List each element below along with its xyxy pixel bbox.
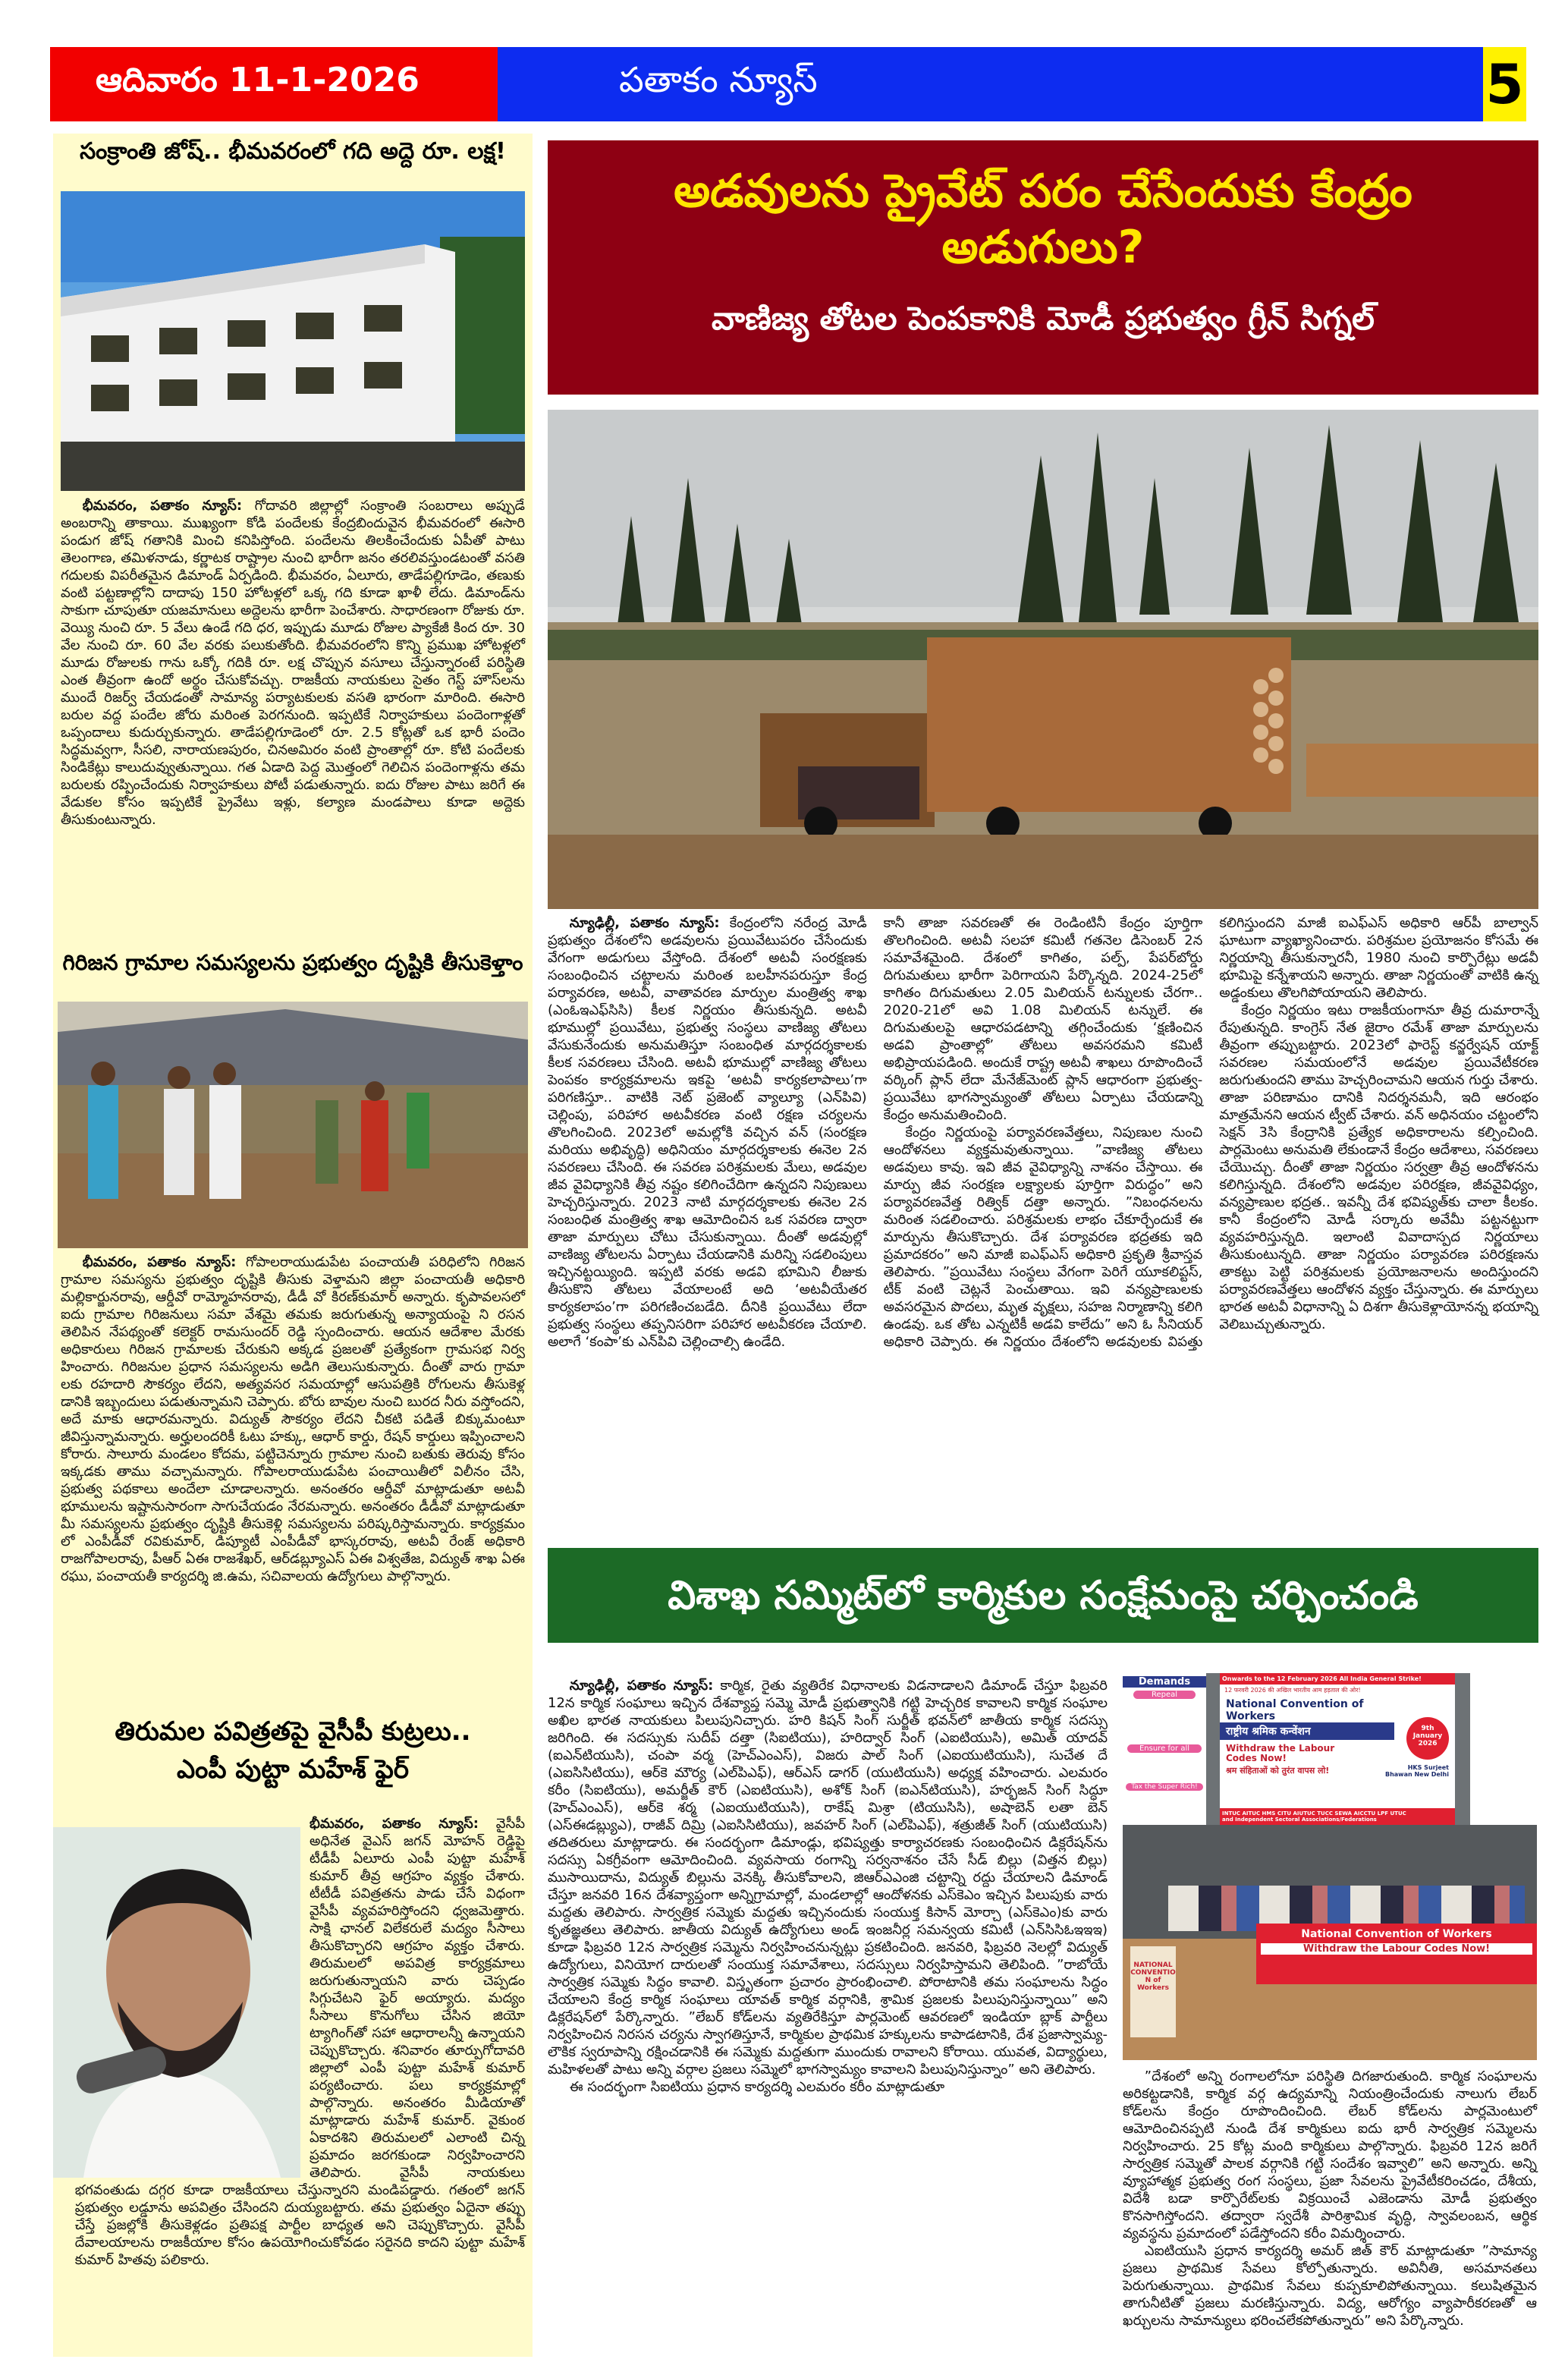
sankranti-headline: సంక్రాంతి జోష్.. భీమవరంలో గది అద్దె రూ. లక్ష! [80, 138, 506, 165]
tirumala-headline-line2: ఎంపీ పుట్టా మహేశ్ ఫైర్ [177, 1754, 409, 1785]
article-body: గోపాలరాయుడుపేట పంచాయతీ పరిధిలోని గిరిజన గ్రామాల సమస్యను ప్రభుత్వం దృష్టికి తీసుకు వెళ్తామని జిల్లా పంచాయతీ అధికారి మల్లికార్జునరావు, ఆర్డీవో రామ్మోహనరావు, డీడీ వో కిరణ్‌కుమార్ అన్నారు. కృపావలసలో ఐదు గ్రామాల గిరిజనులు సమా వేశమై తమకు జరుగుతున్న అన్యాయంపై ని రసన తెలిపిన నేపథ్యంతో కలెక్టర్ రామసుందర్ రెడ్డి స్పందించారు. ఆయన ఆదేశాల మేరకు అధికారులు గిరిజన గ్రామాలకు చేరుకుని అక్కడ ప్రజలతో ప్రత్యేకంగా గ్రామసభ నిర్వ హించారు. గిరిజనుల ప్రధాన సమస్యలను అడిగి తెలుసుకున్నారు. దీంతో వారు గ్రామా లకు రహదారి సౌకర్యం లేదని, అత్యవసర సమయాల్లో ఆసుపత్రికి రోగులను తీసుకెళ్ల డానికి ఇబ్బందులు పడుతున్నామని చెప్పారు. బోరు బావుల నుంచి బురద నీరు వస్తోందని, అదే మాకు ఆధారమన్నారు. విద్యుత్ సౌకర్యం లేదని చీకటి పడితే బిక్కుమంటూ జీవిస్తున్నామన్నారు. అర్హులందరికీ ఓటు హక్కు, ఆధార్ కార్డు, రేషన్ కార్డులు ఇప్పించాలని కోరారు. సాలూరు మండలం కోదమ, పట్టిచెన్నూరు గ్రామాల నుంచి బతుకు తెరువు కోసం ఇక్కడకు తాము వచ్చామన్నారు. గోపాలరాయుడుపేట పంచాయితీలో విలీనం చేసి, ప్రభుత్వ పథకాలు అందేలా చూడాలన్నారు. అనంతరం ఆర్డీవో మాట్లాడుతూ అటవీ భూములను ఇష్టానుసారంగా సాగుచేయడం నేరమన్నారు. అనంతరం డీడీవో మాట్లాడుతూ మీ సమస్యలను ప్రభుత్వం దృష్టికి తీసుకెళ్లి సమస్యలను పరిష్కరిస్తామన్నారు. కార్యక్రమం లో ఎంపీడీవో రవికుమార్, డిప్యూటీ ఎంపీడీవో భాస్కరరావు, అటవీ రేంజ్ అధికారి రాజగోపాలరావు, పీఆర్ ఏఈ రాజశేఖర్, ఆర్‌డబ్ల్యూఎస్ ఏఈ విశ్వతేజ, విద్యుత్ శాఖ ఏఈ రఘు, పంచాయతీ కార్యదర్శి జి.ఉమ, సచివాలయ ఉద్యోగులు పాల్గొన్నారు. [61, 1254, 526, 1584]
lead-article [548, 914, 1538, 1351]
village-meeting-photo [58, 1002, 528, 1248]
lead-subheadline: వాణిజ్య తోటల పెంపకానికి మోడీ ప్రభుత్వం గ్రీన్ సిగ్నల్ [712, 300, 1375, 337]
girijana-headline: గిరిజన గ్రామాల సమస్యలను ప్రభుత్వం దృష్టికి తీసుకెళ్తాం [62, 950, 523, 975]
dateline: భీమవరం, పతాకం న్యూస్: [82, 1254, 237, 1270]
dateline: న్యూఢిల్లీ, పతాకం న్యూస్: [569, 1678, 714, 1694]
tirumala-article [53, 1815, 531, 2269]
labour-article [548, 1677, 1108, 2096]
poster-text: Ensure for all [1127, 1744, 1202, 1753]
tirumala-headline-line1: తిరుమల పవిత్రతపై వైసీపీ కుట్రలు.. [115, 1716, 471, 1747]
poster-text: National Convention of Workers [1226, 1698, 1364, 1722]
poster-text: INTUC AITUC HMS CITU AIUTUC TUCC SEWA AICCTU LPF UTUC [1222, 1810, 1406, 1817]
lead-headline: అడవులను ప్రైవేట్ పరం చేసేందుకు కేంద్రం అడుగులు? [674, 165, 1412, 274]
labour-convention-photo [1123, 1673, 1537, 2060]
lead-headline-banner [548, 140, 1538, 395]
article-paragraph: కానీ తాజా సవరణతో ఈ రెండింటినీ కేంద్రం పూర్తిగా తొలగించింది. అటవీ సలహా కమిటీ గతనెల డిసెంబర్ 2న సమావేశమైంది. దేశంలో కాగితం, పల్ప్, పేపర్‌బోర్డు దిగుమతులు భారీగా పెరిగాయని పేర్కొన్నది. 2024-25లో కాగితం దిగుమతులు 2.05 మిలియన్ టన్నులకు చేరగా.. 2020-21లో అవి 1.08 మిలియన్ టన్నులే. ఈ దిగుమతులపై ఆధారపడటాన్ని తగ్గించేందుకు ‘క్షణించిన అడవి ప్రాంతాల్లో’ తోటలు అవసరమని కమిటీ అభిప్రాయపడింది. అందుకే రాష్ట్ర అటవీ శాఖలు రూపొందించే వర్కింగ్ ప్లాన్ లేదా మేనేజ్‌మెంట్ ప్లాన్ ఆధారంగా ప్రభుత్వ-ప్రయివేటు భాగస్వామ్యంతో తోటలు ఏర్పాటు చేయడాన్ని కేంద్రం అనుమతించింది. [883, 915, 1203, 1123]
poster-text: Withdraw the Labour Codes Now! [1226, 1743, 1335, 1763]
poster-text: राष्ट्रीय श्रमिक कन्वेंशन [1220, 1722, 1394, 1740]
article-body: వైసీపీ అధినేత వైఎస్ జగన్ మోహన్ రెడ్డిపై టీడీపీ ఏలూరు ఎంపీ పుట్టా మహేశ్ కుమార్ తీవ్ర ఆగ్రహం వ్యక్తం చేశారు. టీటీడీ పవిత్రతను పాడు చేసే విధంగా వైసీపీ వ్యవహరిస్తోందని ధ్వజమెత్తారు. సాక్షి ఛానల్ విలేకరులే మద్యం సీసాలు తీసుకొచ్చారని ఆగ్రహం వ్యక్తం చేశారు. తిరుమలలో అపవిత్ర కార్యక్రమాలు జరుగుతున్నాయని వారు చెప్పడం సిగ్గుచేటని ఫైర్ అయ్యారు. మద్యం సీసాలు కొనుగోలు చేసిన జియో ట్యాగింగ్‌తో సహా ఆధారాలన్నీ ఉన్నాయని చెప్పుకొచ్చారు. శనివారం తూర్పుగోదావరి జిల్లాలో ఎంపీ పుట్టా మహేశ్ కుమార్ పర్యటించారు. పలు కార్యక్రమాల్లో పాల్గొన్నారు. అనంతరం మీడియాతో మాట్లాడారు మహేశ్ కుమార్. వైకుంఠ ఏకాదశిని తిరుమలలో ఎలాంటి చిన్న ప్రమాదం జరగకుండా నిర్వహించారని తెలిపారు. వైసీపీ నాయకులు భగవంతుడు దగ్గర కూడా రాజకీయాలు చేస్తున్నారని మండిపడ్డారు. గతంలో జగన్ ప్రభుత్వం లడ్డూను అపవిత్రం చేసిందని దుయ్యబట్టారు. తమ ప్రభుత్వం ఏదైనా తప్పు చేస్తే ప్రజల్లోకి తీసుకెళ్లడం ప్రతిపక్ష పార్టీల బాధ్యత అని చెప్పుకొచ్చారు. వైసీపీ దేవాలయాలను రాజకీయాల కోసం ఉపయోగించుకోవడం సరైనది కాదని పుట్టా మహేశ్ కుమార్ హితవు పలికారు. [74, 1816, 525, 2268]
audience [1123, 1825, 1537, 1939]
article-body: గోదావరి జిల్లాల్లో సంక్రాంతి సంబరాలు అప్పుడే అంబరాన్ని తాకాయి. ముఖ్యంగా కోడి పందేలకు కేంద్రబిందువైన భీమవరంలో ఈసారి పండుగ జోష్ గతానికి మించి కనిపిస్తోంది. పందేలను తిలకించేందుకు ఏపీతో పాటు తెలంగాణ, తమిళనాడు, కర్ణాటక రాష్ట్రాల నుంచి భారీగా జనం తరలివస్తుండటంతో వసతి గదులకు విపరీతమైన డిమాండ్ ఏర్పడింది. భీమవరం, ఏలూరు, తాడేపల్లిగూడెం, తణుకు వంటి పట్టణాల్లోని దాదాపు 150 హోటళ్లలో ఒక్క గది కూడా ఖాళీ లేదు. డిమాండ్‌ను సాకుగా చూపుతూ యజమానులు అద్దెలను భారీగా పెంచేశారు. సాధారణంగా రోజుకు రూ. వెయ్యి నుంచి రూ. 5 వేలు ఉండే గది ధర, ఇప్పుడు మూడు రోజుల ప్యాకేజీ కింద రూ. 30 వేల నుంచి రూ. 60 వేల వరకు పలుకుతోంది. భీమవరంలోని కొన్ని ప్రముఖ హోటళ్లలో మూడు రోజులకు గాను ఒక్కో గదికి రూ. లక్ష చొప్పున వసూలు చేస్తున్నారంటే పరిస్థితి ఎంత తీవ్రంగా ఉందో అర్థం చేసుకోవచ్చు. రాజకీయ నాయకులు సైతం గెస్ట్ హౌస్‌లను ముందే రిజర్వ్ చేయడంతో సామాన్య పర్యాటకులకు వసతి భారంగా మారింది. ఈసారి బరుల వద్ద పందేల జోరు మరింత పెరగనుంది. ఇప్పటికే నిర్వాహకులు పందెంగాళ్లతో ఒప్పందాలు కుదుర్చుకున్నారు. తాడేపల్లిగూడెంలో రూ. 2.5 కోట్లతో ఒక భారీ పందెం సిద్ధమవ్వగా, సీసలి, నారాయణపురం, చినఅమిరం వంటి ప్రాంతాల్లో రూ. కోటి పందేలకు సిండికేట్లు కాలుదువ్వుతున్నాయి. గత ఏడాది పెద్ద మొత్తంలో గెలిచిన పందెంగాళ్లను తమ బరులకు రప్పించేందుకు నిర్వాహకులు పోటీ పడుతున్నారు. ఐదు రోజుల పాటు జరిగే ఈ వేడుకల కోసం ఇప్పటికే ప్రైవేటు ఇళ్లు, కల్యాణ మండపాలు కూడా అద్దెకు తీసుకుంటున్నారు. [61, 498, 525, 828]
poster-text: श्रम संहिताओं को तुरंत वापस लो! [1226, 1766, 1330, 1776]
union-list [1220, 1808, 1455, 1825]
poster-text: and Independent Sectoral Associations/Federations [1222, 1817, 1377, 1823]
article-paragraph: కేంద్రంలోని నరేంద్ర మోడీ ప్రభుత్వం దేశంలోని అడవులను ప్రయివేటుపరం చేసేందుకు వేగంగా అడుగులు వేస్తోంది. దేశంలో అటవీ సంరక్షణకు సంబంధించిన చట్టాలను మరింత బలహీనపరుస్తూ కేంద్ర పర్యావరణ, అటవీ, వాతావరణ మార్పుల మంత్రిత్వ శాఖ (ఎంఓఇఎఫ్‌సిసి) కీలక నిర్ణయం తీసుకున్నది. అటవీ భూముల్లో ప్రయివేటు, ప్రభుత్వ సంస్థలు వాణిజ్య తోటలు వేసుకునేందుకు అనుమతిస్తూ సంబంధిత మార్గదర్శకాలకు కీలక సవరణలు చేసింది. అటవీ భూముల్లో వాణిజ్య తోటలు పెంపకం కార్యక్రమాలను ఇకపై ‘అటవీ కార్యకలాపాలు’గా పరిగణిస్తూ.. వాటికి నెట్ ప్రజెంట్ వ్యాల్యూ (ఎన్‌పివి) చెల్లింపు, పరిహార అటవీకరణ వంటి రక్షణ చర్యలను తొలగించింది. 2023లో అమల్లోకి వచ్చిన వన్ (సంరక్షణ మరియు అభివృద్ధి) అధినియం మార్గదర్శకాలకు ఈనెల 2న సవరణలు చేసింది. ఈ సవరణ పరిశ్రమలకు మేలు, అడవుల జీవ వైవిధ్యానికి తీవ్ర నష్టం కలిగించేదిగా ఉన్నదని నిపుణులు హెచ్చరిస్తున్నారు. 2023 నాటి మార్గదర్శకాలకు ఈనెల 2న సంబంధిత మంత్రిత్వ శాఖ ఆమోదించిన ఒక సవరణ ద్వారా తాజా మార్పులు చోటు చేసుకున్నాయి. దీంతో అడవుల్లో వాణిజ్య తోటలను ఏర్పాటు చేయడానికి మరిన్ని సడలింపులు ఇచ్చినట్టయ్యింది. ఇప్పటి వరకు అడవి భూమిని లీజుకు తీసుకొని తోటలు వేయాలంటే అది ‘అటవీయేతర కార్యకలాపం’గా పరిగణించబడేది. దీనికి ప్రయివేటు లేదా ప్రభుత్వ సంస్థలు తప్పనిసరిగా పరిహార అటవీకరణ చేయాలి. అలాగే ‘కంపా’కు ఎన్‌పివి చెల్లించాల్సి ఉండేది. [548, 915, 867, 1350]
date-badge: 9th January 2026 [1406, 1717, 1449, 1760]
poster-text: Demands [1123, 1676, 1206, 1688]
logging-site-photo [548, 410, 1538, 909]
poster-text: 12 फरवरी 2026 की अखिल भारतीय आम हड़ताल की ओर! [1224, 1687, 1361, 1694]
dateline: న్యూఢిల్లీ, పతాకం న్యూస్: [569, 915, 720, 931]
labour-article-continued [1123, 2068, 1537, 2329]
article-paragraph: ఈ సందర్భంగా సిఐటియు ప్రధాన కార్యదర్శి ఎలమరం కరీం మాట్లాడుతూ [569, 2079, 945, 2095]
girijana-article [61, 1254, 525, 1585]
podium: NATIONAL CONVENTION of Workers [1130, 1946, 1176, 2037]
sankranti-article [61, 497, 525, 829]
dateline: భీమవరం, పతాకం న్యూస్: [310, 1816, 479, 1832]
article-paragraph: కేంద్రం నిర్ణయం ఇటు రాజకీయంగానూ తీవ్ర దుమారాన్నే రేపుతున్నది. కాంగ్రెస్ నేత జైరాం రమేశ్ తాజా మార్పులను తీవ్రంగా తప్పుబట్టారు. 2023లో ఫారెస్ట్ కన్జర్వేషన్ యాక్ట్ సవరణల సమయంలోనే అడవుల ప్రయివేటీకరణ జరుగుతుందని తాము హెచ్చరించామని ఆయన గుర్తు చేశారు. తాజా పరిణామం దానికి నిదర్శనమనీ, ఇది ఆరంభం మాత్రమేనని ఆయన ట్వీట్ చేశారు. వన్ అధినయం చట్టంలోని సెక్షన్ 3సి కేంద్రానికి ప్రత్యేక అధికారాలను కల్పించింది. పార్లమెంటు అనుమతి లేకుండానే కేంద్రం ఆదేశాలు, సవరణలు చేయొచ్చు. దీంతో తాజా నిర్ణయం సర్వత్రా తీవ్ర ఆందోళనను కలిగిస్తున్నది. దేశంలోని అడవుల పరిరక్షణ, జీవవైవిధ్యం, వన్యప్రాణుల భద్రత.. ఇవన్నీ దేశ భవిష్యత్‌కు చాలా కీలకం. కానీ కేంద్రంలోని మోడీ సర్కారు అవేమీ పట్టనట్టుగా వ్యవహరిస్తున్నది. ఇలాంటి వివాదాస్పద నిర్ణయాలు తీసుకుంటున్నది. తాజా నిర్ణయం పర్యావరణ పరిరక్షణను తాకట్టు పెట్టి పరిశ్రమలకు ప్రయోజనాలను అందిస్తుందని పర్యావరణవేత్తలు ఆందోళన వ్యక్తం చేస్తున్నారు. ఈ మార్పులు భారత అటవీ విధానాన్ని ఏ దిశగా తీసుకెళ్లాయోనన్న భయాన్ని వెలిబుచ్చుతున్నారు. [1219, 1002, 1538, 1332]
stage-banner [1256, 1924, 1537, 1984]
article-paragraph: ”దేశంలో అన్ని రంగాలలోనూ పరిస్థితి దిగజారుతుంది. కార్మిక సంఘాలను అరికట్టడానికి, కార్మిక వర్గ ఉద్యమాన్ని నియంత్రించేందుకు నాలుగు లేబర్ కోడ్‌లను కేంద్రం రూపొందించింది. లేబర్ కోడ్‌లను పార్లమెంటులో ఆమోదించినప్పటి నుండి దేశ కార్మికులు ఐదు భారీ సార్వత్రిక సమ్మెలను నిర్వహించారు. 25 కోట్ల మంది కార్మికులు పాల్గొన్నారు. ఫిబ్రవరి 12న జరిగే సార్వత్రిక సమ్మెతో పాలక వర్గానికి గట్టి సందేశం ఇవ్వాలి” అని అన్నారు. అన్ని వ్యూహాత్మక ప్రభుత్వ రంగ సంస్థలు, ప్రజా సేవలను ప్రైవేటీకరించడం, దేశీయ, విదేశీ బడా కార్పొరేట్‌లకు విక్రయించే ఎజెండాను మోడీ ప్రభుత్వం కొనసాగిస్తోందని. తద్వారా స్వదేశీ పారిశ్రామిక వృద్ధి, స్వావలంబన, ఆర్థిక వ్యవస్థను ప్రమాదంలో పడేస్తోందని కరీం విమర్శించారు. [1123, 2068, 1537, 2241]
poster-text: Repeal [1133, 1691, 1196, 1699]
poster-text: Tax the Super Rich! [1126, 1783, 1203, 1791]
poster-text: Onwards to the 12 February 2026 All India General Strike! [1220, 1673, 1455, 1685]
labour-headline: విశాఖ సమ్మిట్‌లో కార్మికుల సంక్షేమంపై చర్చించండి [548, 1548, 1538, 1643]
mp-portrait-photo [53, 1827, 300, 2178]
article-paragraph: కార్మిక, రైతు వ్యతిరేక విధానాలకు విడనాడాలని డిమాండ్ చేస్తూ ఫిబ్రవరి 12న కార్మిక సంఘాలు ఇచ్చిన దేశవ్యాప్త సమ్మె మోడీ ప్రభుత్వానికి గట్టి హెచ్చరిక కావాలని కార్మిక సంఘాల అఖిల భారత నాయకులు పిలుపునిచ్చారు. హరి కిషన్ సింగ్ సుర్జీత్ భవన్‌లో జాతీయ కార్మిక సదస్సు జరిగింది. ఈ సదస్సుకు సుదీప్ దత్తా (సిఐటియు), హరిద్వార్ సింగ్ (ఎఐటియుసి), అమిత్ యాదవ్ (ఐఎన్‌టియుసి), చంపా వర్మ (హెచ్‌ఎంఎస్), విజరు పాల్ సింగ్ (ఎఐయుటియుసి), సుచేత దే (ఎఐసిసిటియు), ఆర్‌కె మౌర్య (ఎల్‌పిఎఫ్), ఆర్‌ఎస్ డాగర్ (యుటియుసి) అధ్యక్ష వహించారు. ఎలమరం కరీం (సిఐటియు), అమర్జీత్ కౌర్ (ఎఐటియుసి), అశోక్ సింగ్ (ఐఎన్‌టియుసి), హర్భజన్ సింగ్ సిద్ధూ (హెచ్‌ఎంఎస్), ఆర్‌కె శర్మ (ఎఐయుటియుసి), రాకేష్ మిశ్రా (టియుసిసి), అషాబెన్ లతా బెన్ (ఎస్‌ఈడబ్ల్యుఎ), రాజీవ్ దిమ్రి (ఎఐసిసిటియు), జవహర్ సింగ్ (ఎల్‌పిఎఫ్), శత్రుజీత్ సింగ్ (యుటియుసి) తదితరులు మాట్లాడారు. ఈ సందర్భంగా డిమాండ్లు, భవిష్యత్తు కార్యాచరణకు సంబంధించిన డిక్లరేషన్‌ను సదస్సు ఏకగ్రీవంగా ఆమోదించింది. వ్యవసాయ రంగాన్ని సర్వనాశనం చేసే సీడ్ బిల్లు (విత్తన బిల్లు) ముసాయిదాను, విద్యుత్ బిల్లును వెనక్కి తీసుకోవాలని, జిఆర్‌ఎఎంజి చట్టాన్ని రద్దు చేయాలని డిమాండ్ చేస్తూ జనవరి 16న దేశవ్యాప్తంగా అన్నిగ్రామాల్లో, మండలాల్లో ఆందోళనకు ఎస్‌కెఎం ఇచ్చిన పిలుపుకు వారు మద్దతు తెలిపారు. సార్వత్రిక సమ్మెకు మద్దతు ఇచ్చినందుకు సంయుక్త కిసాన్ మోర్చా (ఎస్‌కెఎం)కు వారు కృతజ్ఞతలు తెలిపారు. జాతీయ విద్యుత్ ఉద్యోగులు అండ్ ఇంజనీర్ల సమన్వయ కమిటీ (ఎన్‌సిసిఓఇఇఇ) కూడా ఫిబ్రవరి 12న సార్వత్రిక సమ్మెను నిర్వహించనున్నట్లు ప్రకటించింది. జనవరి, ఫిబ్రవరి నెలల్లో విద్యుత్ ఉద్యోగులు, వినియోగ దారులతో సంయుక్త సమావేశాలు, సదస్సులు నిర్వహిస్తామని తెలిపింది. ”రాబోయే సార్వత్రిక సమ్మెకు సిద్ధం కావాలి. విస్తృతంగా ప్రచారం ప్రారంభించాలి. పోరాటానికి తమ సంఘాలను సిద్ధం చేయాలని కేంద్ర కార్మిక సంఘాలు యావత్ కార్మిక వర్గానికి, శ్రామిక ప్రజలకు పిలుపునిస్తున్నాయి” అని డిక్లరేషన్‌లో పేర్కొన్నారు. ”లేబర్ కోడ్‌లను వ్యతిరేకిస్తూ పార్లమెంట్ ఆవరణలో ఇండియా బ్లాక్ పార్టీలు నిర్వహించిన నిరసన చర్యను స్వాగతిస్తూనే, కార్మికుల ప్రాథమిక హక్కులను కాపాడటానికి, దేశ ప్రజాస్వామ్య-లౌకిక స్వరూపాన్ని రక్షించడానికి ఈ సమ్మెకు మద్దతుగా ముందుకు రావాలని కోరాయి. యువత, విద్యార్థులు, మహిళలతో పాటు అన్ని వర్గాల ప్రజలు సమ్మెలో భాగస్వామ్యం కావాలని పిలుపునిస్తున్నాం” అని తెలిపారు. [548, 1678, 1108, 2078]
newspaper-name: పతాకం న్యూస్ [498, 47, 1483, 121]
side-poster [1470, 1673, 1537, 1825]
article-paragraph: ఎఐటియుసి ప్రధాన కార్యదర్శి అమర్ జిత్ కౌర్ మాట్లాడుతూ ”సామాన్య ప్రజలు ప్రాథమిక సేవలు కోల్పోతున్నారు. అవినీతి, అసమానతలు పెరుగుతున్నాయి. ప్రాథమిక సేవలు కుప్పకూలిపోతున్నాయి. కలుషితమైన తాగునీటితో ప్రజలు మరణిస్తున్నారు. విద్య, ఆరోగ్యం వ్యాపారీకరణతో ఆ ఖర్చులను సామాన్యులు భరించలేకపోతున్నారు” అని పేర్కొన్నారు. [1123, 2243, 1537, 2329]
poster-text: HKS Surjeet Bhawan New Delhi [1384, 1764, 1449, 1778]
convention-banner [1220, 1673, 1455, 1825]
poster-text: Withdraw the Labour Codes Now! [1261, 1943, 1532, 1955]
page-number: 5 [1483, 47, 1526, 121]
issue-date: ఆదివారం 11-1-2026 [50, 47, 498, 121]
article-paragraph: కేంద్రం నిర్ణయంపై పర్యావరణవేత్తలు, నిపుణుల నుంచి ఆందోళనలు వ్యక్తమవుతున్నాయి. ”వాణిజ్య తోటలు అడవులు కావు. ఇవి జీవ వైవిధ్యాన్ని నాశనం చేస్తాయి. ఈ మార్పు జీవ సంరక్షణ లక్ష్యాలకు పూర్తిగా విరుద్ధం” అని పర్యావరణవేత్త రిత్విక్ దత్తా అన్నారు. ”నిబంధనలను మరింత సడలించారు. పరిశ్రమలకు లాభం చేకూర్చేందుకే ఈ మార్పును తీసుకొచ్చారు. దేశ పర్యావరణ భద్రతకు ఇది ప్రమాదకరం” అని మాజీ ఐఎఫ్‌ఎస్ అధికారి ప్రకృతి శ్రీవాస్తవ తెలిపారు. ”ప్రయివేటు సంస్థలు వేగంగా పెరిగే యూకలిప్టస్, టీక్ వంటి చెట్లనే పెంచుతాయి. ఇవి వన్యప్రాణులకు అవసరమైన పొదలు, మృత వృక్షలు, సహజ నిర్మాణాన్ని కలిగి ఉండవు. ఒక తోట ఎన్నటికీ అడవి కాలేదు” అని ఓ సీనియర్ అధికారి చెప్పారు. ఈ నిర్ణయం దేశంలోని అడవులకు విపత్తు కలిగిస్తుందని మాజీ ఐఎఫ్‌ఎస్ అధికారి ఆర్‌పీ బాల్వాన్ ఘాటుగా వ్యాఖ్యానించారు. పరిశ్రమల ప్రయోజనం కోసమే ఈ నిర్ణయాన్ని తీసుకున్నారనీ, 1980 నుంచి కార్పొరేట్లు అడవీ భూమిపై కన్నేశాయని అన్నారు. తాజా నిర్ణయంతో వాటికి ఉన్న అడ్డంకులు తొలగిపోయాయని తెలిపారు. [883, 915, 1538, 1350]
dateline: భీమవరం, పతాకం న్యూస్: [82, 498, 243, 514]
poster-text: National Convention of Workers [1301, 1928, 1492, 1940]
hotel-building-photo [61, 191, 525, 491]
demands-poster [1123, 1673, 1206, 1825]
